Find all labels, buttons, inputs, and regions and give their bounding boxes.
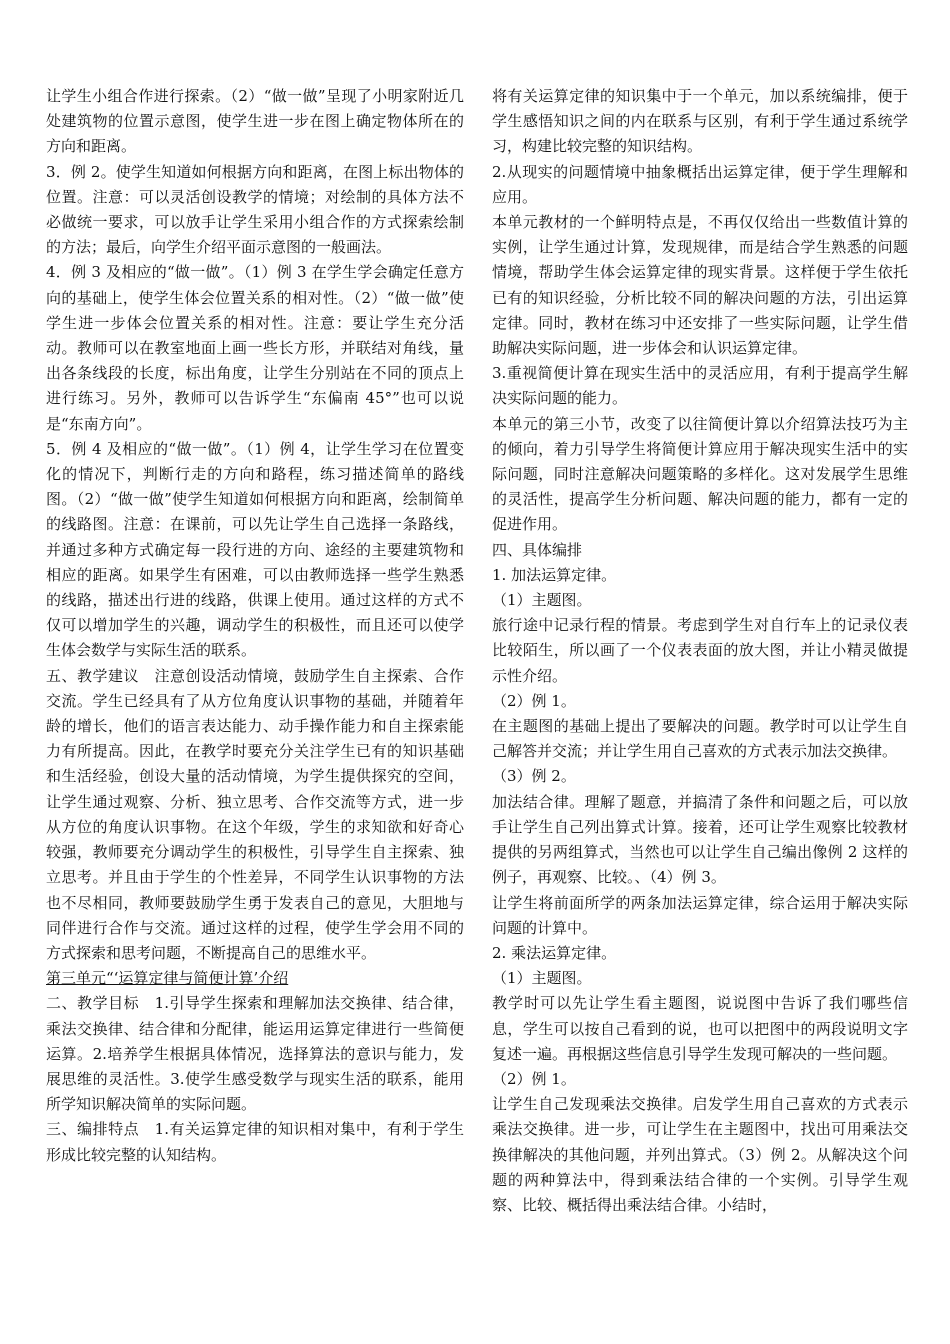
paragraph: 三、编排特点 1.有关运算定律的知识相对集中，有利于学生形成比较完整的认知结构。 <box>46 1120 464 1164</box>
paragraph: 二、教学目标 1.引导学生探索和理解加法交换律、结合律，乘法交换律、结合律和分配律，能运用运算定律进行一些简便运算。2.培养学生根据具体情况，选择算法的意识与能力，发展思维的灵活性。3.使学生感受数学与现实生活的联系，能用所学知识解决简单的实际问题。 <box>46 994 464 1114</box>
paragraph: 3．例 2。使学生知道如何根据方向和距离，在图上标出物体的位置。注意：可以灵活创设教学的情境；对绘制的具体方法不必做统一要求，可以放手让学生采用小组合作的方式探索绘制的方法；最后，向学生介绍平面示意图的一般画法。 <box>46 162 464 257</box>
paragraph: 2.从现实的问题情境中抽象概括出运算定律，便于学生理解和应用。 <box>492 162 908 206</box>
paragraph: 让学生自己发现乘法交换律。启发学生用自己喜欢的方式表示乘法交换律。进一步，可让学生在主题图中，找出可用乘法交换律解决的其他问题，并列出算式。（3）例 2。从解决这个问题的两种算法中，得到乘法结合律的一个实例。引导学生观察、比较、概括得出乘法结合律。小结时， <box>492 1095 908 1214</box>
paragraph: 加法结合律。理解了题意，并搞清了条件和问题之后，可以放手让学生自己列出算式计算。接着，还可让学生观察比较教材提供的另两组算式，当然也可以让学生自己编出像例 2 这样的例子，再观察、比较。、（4）例 3。 <box>492 792 908 887</box>
paragraph: 在主题图的基础上提出了要解决的问题。教学时可以让学生自己解答并交流；并让学生用自己喜欢的方式表示加法交换律。 <box>492 717 908 761</box>
paragraph: 教学时可以先让学生看主题图，说说图中告诉了我们哪些信息，学生可以按自己看到的说，也可以把图中的两段说明文字复述一遍。再根据这些信息引导学生发现可解决的一些问题。 <box>492 994 908 1063</box>
right-column <box>492 84 908 1218</box>
left-column <box>46 84 464 1168</box>
section-heading: 第三单元“‘运算定律与简便计算’介绍 <box>46 969 289 988</box>
paragraph: 3.重视简便计算在现实生活中的灵活应用，有利于提高学生解决实际问题的能力。 <box>492 364 908 408</box>
item-heading: （3）例 2。 <box>492 767 576 786</box>
paragraph: 五、教学建议 注意创设活动情境，鼓励学生自主探索、合作交流。学生已经具有了从方位角度认识事物的基础，并随着年龄的增长，他们的语言表达能力、动手操作能力和自主探索能力有所提高。因此，在教学时要充分关注学生已有的知识基础和生活经验，创设大量的活动情境，为学生提供探究的空间，让学生通过观察、分析、独立思考、合作交流等方式，进一步从方位的角度认识事物。在这个年级，学生的求知欲和好奇心较强，教师要充分调动学生的积极性，引导学生自主探索、独立思考。并且由于学生的个性差异，不同学生认识事物的方法也不尽相同，教师要鼓励学生勇于发表自己的意见，大胆地与同伴进行合作与交流。通过这样的过程，使学生学会用不同的方式探索和思考问题，不断提高自己的思维水平。 <box>46 666 464 962</box>
paragraph: 4．例 3 及相应的“做一做”。（1）例 3 在学生学会确定任意方向的基础上，使学生体会位置关系的相对性。（2）“做一做”使学生进一步体会位置关系的相对性。注意：要让学生充分活动。教师可以在教室地面上画一些长方形，并联结对角线，量出各条线段的长度，标出角度，让学生分别站在不同的顶点上进行练习。另外，教师可以告诉学生“东偏南 45°”也可以说是“东南方向”。 <box>46 263 464 433</box>
subsection-heading: 2. 乘法运算定律。 <box>492 943 617 962</box>
paragraph: 让学生小组合作进行探索。（2）“做一做”呈现了小明家附近几处建筑物的位置示意图，使学生进一步在图上确定物体所在的方向和距离。 <box>46 87 464 156</box>
item-heading: （1）主题图。 <box>492 969 592 988</box>
item-heading: （2）例 1。 <box>492 1069 576 1088</box>
paragraph: 旅行途中记录行程的情景。考虑到学生对自行车上的记录仪表比较陌生，所以画了一个仪表表面的放大图，并让小精灵做提示性介绍。 <box>492 616 908 685</box>
paragraph: 本单元的第三小节，改变了以往简便计算以介绍算法技巧为主的倾向，着力引导学生将简便计算应用于解决现实生活中的实际问题，同时注意解决问题策略的多样化。这对发展学生思维的灵活性，提高学生分析问题、解决问题的能力，都有一定的促进作用。 <box>492 414 908 534</box>
section-heading: 四、具体编排 <box>492 540 583 559</box>
paragraph: 让学生将前面所学的两条加法运算定律，综合运用于解决实际问题的计算中。 <box>492 893 908 937</box>
paragraph: 5．例 4 及相应的“做一做”。（1）例 4，让学生学习在位置变化的情况下，判断行走的方向和路程，练习描述简单的路线图。（2）“做一做”使学生知道如何根据方向和距离，绘制简单的线路图。注意：在课前，可以先让学生自己选择一条路线，并通过多种方式确定每一段行进的方向、途经的主要建筑物和相应的距离。如果学生有困难，可以由教师选择一些学生熟悉的线路，描述出行进的线路，供课上使用。通过这样的方式不仅可以增加学生的兴趣，调动学生的积极性，而且还可以使学生体会数学与实际生活的联系。 <box>46 439 464 660</box>
paragraph: 本单元教材的一个鲜明特点是，不再仅仅给出一些数值计算的实例，让学生通过计算，发现规律，而是结合学生熟悉的问题情境，帮助学生体会运算定律的现实背景。这样便于学生依托已有的知识经验，分析比较不同的解决问题的方法，引出运算定律。同时，教材在练习中还安排了一些实际问题，让学生借助解决实际问题，进一步体会和认识运算定律。 <box>492 213 908 358</box>
paragraph: 将有关运算定律的知识集中于一个单元，加以系统编排，便于学生感悟知识之间的内在联系与区别，有利于学生通过系统学习，构建比较完整的知识结构。 <box>492 87 908 156</box>
item-heading: （1）主题图。 <box>492 591 592 610</box>
subsection-heading: 1. 加法运算定律。 <box>492 565 617 584</box>
item-heading: （2）例 1。 <box>492 691 576 710</box>
